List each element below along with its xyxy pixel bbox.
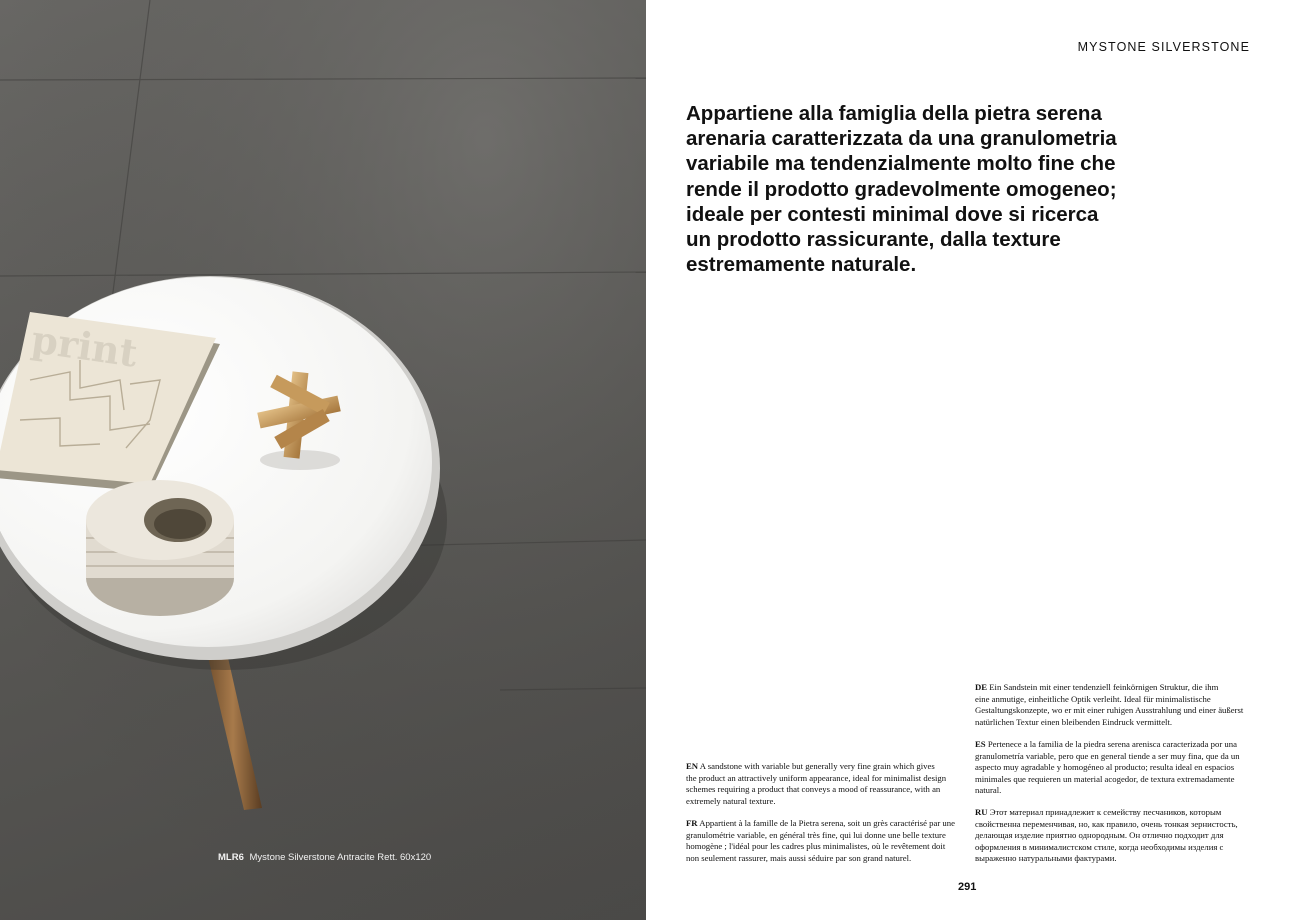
- text-line: aspecto muy agradable y homogéneo al producto; resulta ideal en espacios: [975, 762, 1235, 772]
- text-line: свойственна переменчивая, но, как правило, очень тонкая зернистость,: [975, 818, 1238, 829]
- text-line: выраженно натуральными фактурами.: [975, 853, 1117, 863]
- text-line: granulométrie variable, en général très fine, qui lui donne une belle texture: [686, 829, 946, 840]
- text-line: extremely natural texture.: [686, 795, 776, 806]
- lang-code-fr: FR: [686, 818, 698, 828]
- text-line: оформления в минималистском стиле, когда необходимы изделия с: [975, 841, 1224, 852]
- text-line: Pertenece a la familia de la piedra serena arenisca caracterizada por una: [987, 739, 1237, 749]
- text-line: Gestaltungskonzepte, wo er mit einer ruhigen Ausstrahlung und einer äußerst: [975, 705, 1244, 715]
- text-line: делающая изделие приятно однородным. Он отлично подходит для: [975, 830, 1224, 840]
- page-number: 291: [958, 881, 977, 893]
- text-line: non seulement rassurer, mais aussi séduire par son grand naturel.: [686, 852, 912, 863]
- lead-line: estremamente naturale.: [686, 253, 917, 277]
- magazine-title: print: [28, 316, 141, 376]
- lead-line: ideale per contesti minimal dove si ricerca: [686, 202, 1099, 226]
- caption-text: Mystone Silverstone Antracite Rett. 60x120: [249, 852, 432, 863]
- lead-line: variabile ma tendenzialmente molto fine che: [686, 152, 1116, 176]
- caption-code: MLR6: [218, 852, 244, 863]
- lang-code-en: EN: [686, 761, 699, 771]
- lang-code-es: ES: [975, 739, 986, 749]
- lead-line: un prodotto rassicurante, dalla texture: [686, 228, 1061, 252]
- text-line: natural.: [975, 785, 1002, 795]
- text-line: homogène ; l'idéal pour les cadres plus minimalistes, où le revêtement doit: [686, 841, 946, 851]
- paragraph-de: [975, 682, 1243, 728]
- paragraph-es: [975, 739, 1240, 797]
- text-line: A sandstone with variable but generally very fine grain which gives: [699, 761, 935, 771]
- paragraph-ru: [975, 807, 1238, 865]
- photo-caption: [218, 852, 431, 863]
- text-line: Этот материал принадлежит к семейству песчаников, которым: [989, 807, 1222, 817]
- text-line: eine anmutige, einheitliche Optik verleiht. Ideal für minimalistische: [975, 693, 1211, 704]
- lead-line: arenaria caratterizzata da una granulometria: [686, 127, 1117, 151]
- text-line: minimales que requieren un material acogedor, de textura extremadamente: [975, 773, 1235, 784]
- lead-line: Appartiene alla famiglia della pietra serena: [686, 102, 1102, 125]
- lang-code-de: DE: [975, 682, 988, 692]
- lead-line: rende il prodotto gradevolmente omogeneo;: [686, 177, 1117, 201]
- paragraph-en: [686, 761, 946, 807]
- italian-lead-text: [686, 101, 1156, 277]
- paragraph-fr: [686, 818, 955, 864]
- text-line: the product an attractively uniform appearance, ideal for minimalist design: [686, 772, 947, 783]
- collection-title: MYSTONE SILVERSTONE: [1077, 40, 1250, 54]
- text-line: schemes requiring a product that conveys a mood of reassurance, with an: [686, 784, 941, 794]
- ceramic-vase: [86, 480, 234, 616]
- text-line: natürlichen Textur einen bleibenden Eindruck vermittelt.: [975, 716, 1173, 727]
- text-line: Ein Sandstein mit einer tendenziell feinkörnigen Struktur, die ihm: [989, 682, 1219, 692]
- lang-code-ru: RU: [975, 807, 988, 817]
- text-line: granulometría variable, pero que en general tiende a ser muy fina, que da un: [975, 750, 1240, 761]
- text-line: Appartient à la famille de la Pietra serena, soit un grès caractérisé par une: [699, 818, 955, 828]
